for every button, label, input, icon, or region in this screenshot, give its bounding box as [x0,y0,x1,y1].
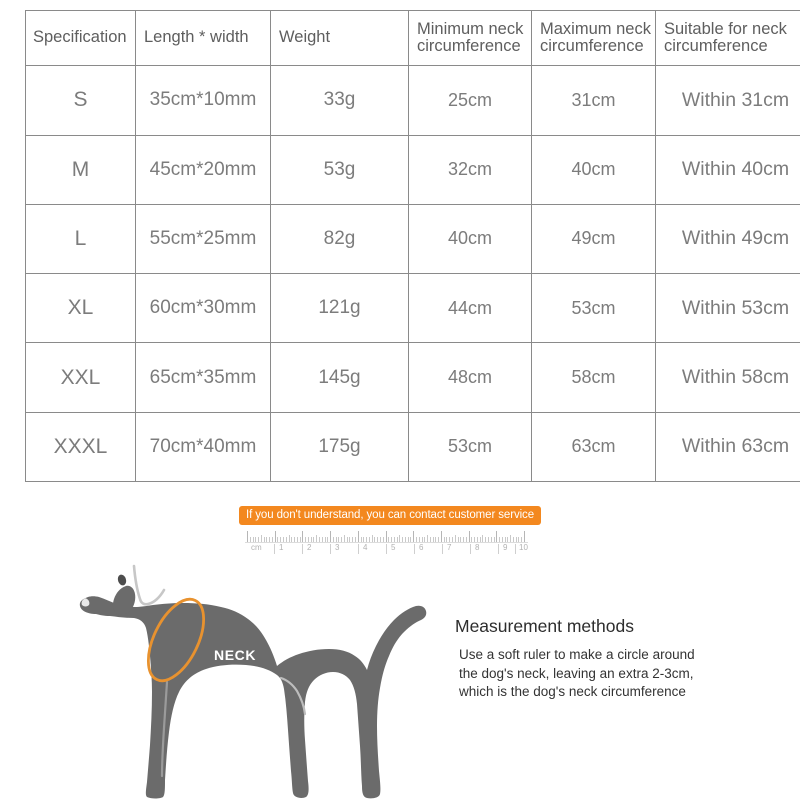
ruler-tick [524,531,525,542]
ruler-number: 3 [335,543,340,552]
cell-specification: S [26,66,136,135]
cell-max-neck: 40cm [532,135,656,204]
table-row [26,274,800,343]
ruler-tick [413,531,414,542]
column-header-weight: Weight [271,11,409,66]
cell-max-neck: 58cm [532,343,656,412]
ruler-tick [344,535,345,543]
ruler-tick [469,531,470,542]
ruler-tick [358,531,359,542]
column-header-specification: Specification [26,11,136,66]
cell-weight: 121g [271,274,409,343]
table-header-row [26,11,800,66]
table-row [26,135,800,204]
ruler-tick [372,535,373,543]
measurement-methods-body [455,646,755,702]
customer-service-banner: If you don't understand, you can contact customer service [239,506,541,525]
cell-length-width: 60cm*30mm [136,274,271,343]
cell-weight: 33g [271,66,409,135]
measurement-methods-block [455,616,755,702]
dog-eye [116,574,127,587]
cell-suitable: Within 63cm [656,412,800,481]
measurement-methods-title: Measurement methods [455,616,634,636]
column-header-minimum-neck-circumference: Minimum neck circumference [409,11,532,66]
cell-length-width: 55cm*25mm [136,204,271,273]
ruler-number: 5 [391,543,396,552]
ruler-tick [455,535,456,543]
ruler-number: 10 [519,543,528,552]
cell-specification: L [26,204,136,273]
ruler-number: 8 [475,543,480,552]
ruler-number: 6 [419,543,424,552]
column-header-suitable-for-neck-circumference: Suitable for neck circumference [656,11,800,66]
cell-max-neck: 63cm [532,412,656,481]
ruler-tick [289,535,290,543]
cell-weight: 82g [271,204,409,273]
ruler-tick [275,531,276,542]
table-row [26,66,800,135]
table-row [26,412,800,481]
measurement-line: Use a soft ruler to make a circle around [459,647,695,662]
dog-silhouette-illustration [78,552,428,800]
ruler-number: 2 [307,543,312,552]
ruler-tick [496,531,497,542]
table-row [26,204,800,273]
ruler-tick [441,531,442,542]
cell-min-neck: 25cm [409,66,532,135]
size-table-container [25,10,800,482]
ruler-tick [261,535,262,543]
ruler-number: 7 [447,543,452,552]
ruler-tick [427,535,428,543]
ruler-number: 9 [503,543,508,552]
ruler-tick [330,531,331,542]
ruler-separator [442,544,443,554]
ruler-tick [247,531,248,542]
ruler-separator [470,544,471,554]
cell-max-neck: 31cm [532,66,656,135]
cell-suitable: Within 53cm [656,274,800,343]
ruler-number: 4 [363,543,368,552]
cell-specification: XXL [26,343,136,412]
cell-min-neck: 32cm [409,135,532,204]
ruler-tick [482,535,483,543]
ruler-tick [386,531,387,542]
cell-max-neck: 53cm [532,274,656,343]
cell-min-neck: 48cm [409,343,532,412]
cell-weight: 145g [271,343,409,412]
ruler-tickbar [245,531,528,542]
ruler-separator [498,544,499,554]
ruler-tick [316,535,317,543]
cell-specification: XL [26,274,136,343]
ruler-tick [302,531,303,542]
cell-length-width: 70cm*40mm [136,412,271,481]
neck-label: NECK [214,647,257,663]
cell-suitable: Within 49cm [656,204,800,273]
table-row [26,343,800,412]
column-header-length-width: Length * width [136,11,271,66]
cell-length-width: 35cm*10mm [136,66,271,135]
dog-shoulder-contour-line [134,566,164,604]
cell-specification: M [26,135,136,204]
cell-length-width: 65cm*35mm [136,343,271,412]
ruler-tick [510,535,511,543]
measurement-line: the dog's neck, leaving an extra 2-3cm, [459,665,694,681]
cell-suitable: Within 31cm [656,66,800,135]
cell-max-neck: 49cm [532,204,656,273]
ruler-unit-label: cm [251,543,262,552]
measurement-line: which is the dog's neck circumference [459,684,686,700]
cell-suitable: Within 58cm [656,343,800,412]
ruler-separator [515,544,516,554]
cell-weight: 53g [271,135,409,204]
size-specification-table [25,10,800,482]
ruler-number: 1 [279,543,284,552]
cell-weight: 175g [271,412,409,481]
cell-min-neck: 53cm [409,412,532,481]
dog-body-shape [80,596,426,798]
cell-min-neck: 40cm [409,204,532,273]
cell-min-neck: 44cm [409,274,532,343]
cell-length-width: 45cm*20mm [136,135,271,204]
column-header-maximum-neck-circumference: Maximum neck circumference [532,11,656,66]
ruler-tick [399,535,400,543]
cell-suitable: Within 40cm [656,135,800,204]
cell-specification: XXXL [26,412,136,481]
